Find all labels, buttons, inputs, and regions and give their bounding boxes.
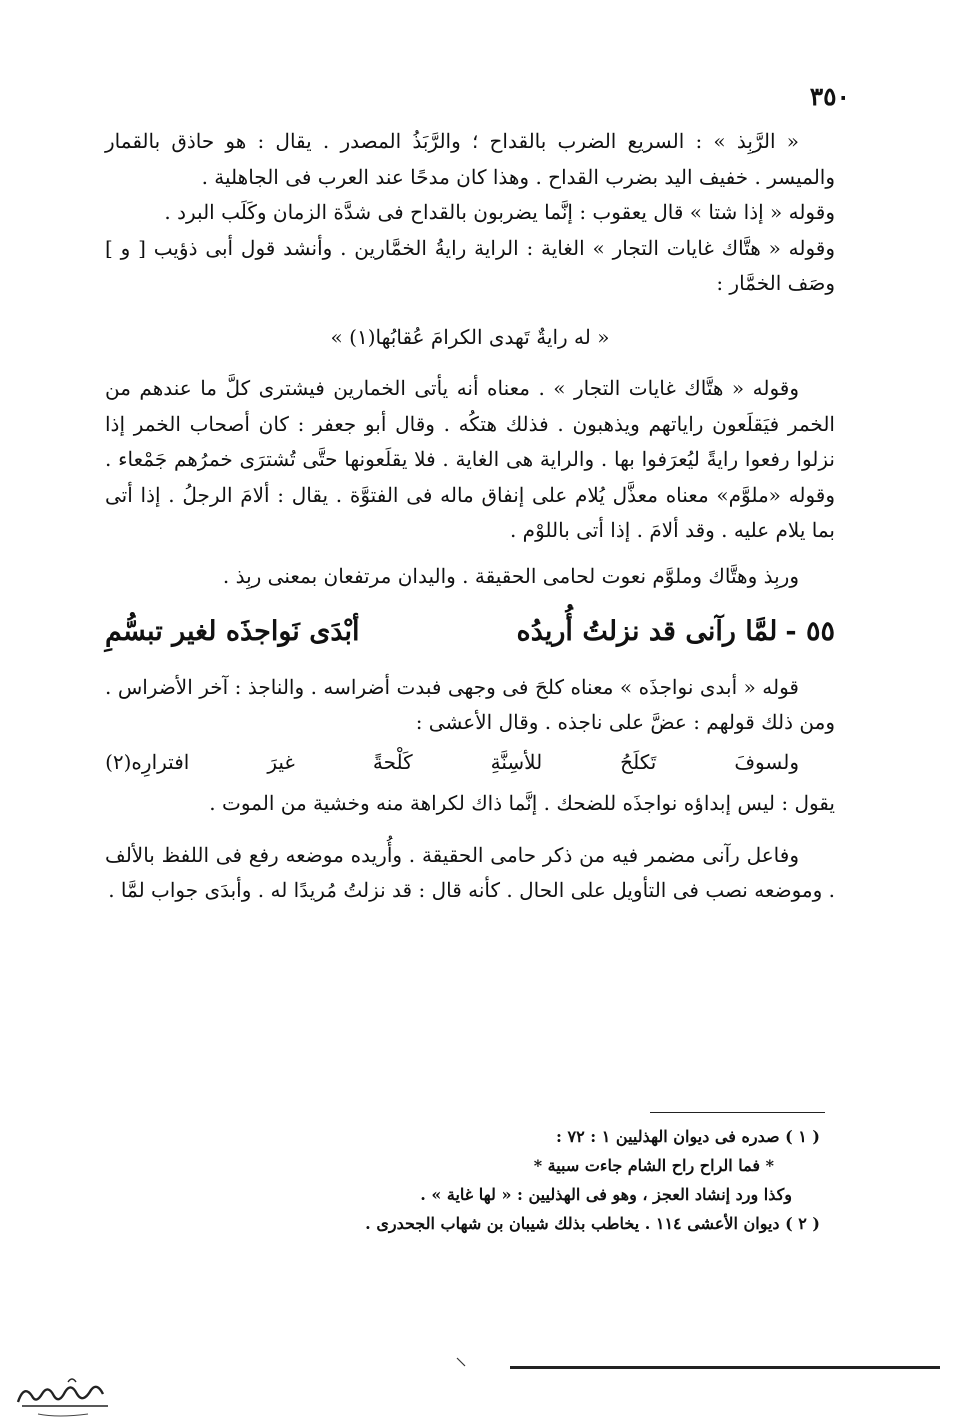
footnotes — [240, 1122, 820, 1238]
footnote-1: ( ١ ) صدره فى ديوان الهذليين ١ : ٧٢ : — [556, 1127, 820, 1146]
paragraph: يقول : ليس إبداؤه نواجذَه للضحك . إنَّما ذاك لكراهة منه وخشية من الموت . — [209, 791, 835, 815]
footnote-1-extra: وكذا ورد إنشاد العجز ، وهو فى الهذليين : « لها غاية » . — [420, 1185, 792, 1204]
asha-word: افترارِه(٢) — [105, 749, 190, 774]
page-number: ٣٥٠ — [809, 82, 850, 111]
footnote-1-verse: * فما الراح راح الشام جاءت سبية * — [533, 1156, 774, 1175]
asha-word: تَكلَحُ — [620, 749, 657, 774]
paragraph: وقوله « هتَّاك غايات التجار » الغاية : الراية رايةُ الخمَّارين . وأنشد قول أبى ذؤيب [ و ] وصَف الخمَّار : — [105, 235, 835, 295]
main-text — [105, 124, 835, 909]
asha-word: ولسوفَ — [734, 749, 799, 774]
verse-55 — [105, 614, 835, 650]
asha-word: غيرَ — [267, 749, 295, 774]
paragraph: قوله « أبدى نواجذَه » معناه كلحَ فى وجهى فبدت أضراسه . والناجذ : آخر الأضراس . ومن ذلك قولهم : عضَّ على ناجذه . وقال الأعشى : — [105, 674, 835, 734]
paragraph: « الرَّبِذ » : السريع الضرب بالقداح ؛ والرَّبَذُ المصدر . يقال : هو حاذق بالقمار والميسر . خفيف اليد بضرب القداح . وهذا كان مدحًا عند العرب فى الجاهلية . — [105, 129, 835, 189]
paragraph: وربِذ وهتَّاك وملوَّم نعوت لحامى الحقيقة . واليدان مرتفعان بمعنى ربِذ . — [222, 563, 799, 588]
library-stamp-logo — [8, 1372, 123, 1420]
verse-first-text: لمَّا رآنى قد نزلتُ أُريدُه — [516, 616, 778, 647]
quoted-hemistich: « له رايةٌ تَهدى الكرامَ عُقابُها(١) » — [330, 324, 610, 349]
verse-number: ٥٥ - — [785, 616, 835, 647]
scan-mark — [455, 1356, 467, 1368]
asha-word: كَلْحةً — [372, 749, 413, 774]
paragraph: وقوله « هتَّاك غايات التجار » . معناه أنه يأتى الخمارين فيشترى كلَّ ما عندهم من الخمر فيَقلَعون راياتهم ويذهبون . فذلك هتكُه . وقال أبو جعفر : كان أصحاب الخمر إذا نزلوا رفعوا رايةً ليُعرَفوا بها . والراية هى الغاية . فلا يقلَعونها حتَّى تُشترَى خمرُهم جَمْعاء . وقوله «ملوَّم» معناه معذَّل يُلام على إنفاق ماله فى الفتوَّة . يقال : ألامَ الرجلُ . إذا أتى بما يلام عليه . وقد ألامَ . إذا أتى باللوْم . — [105, 376, 835, 542]
footnote-divider — [650, 1112, 825, 1113]
asha-word: للأسِنَّةِ — [490, 749, 543, 774]
verse-second-half: أبْدَى نَواجذَه لغير تبسُّمِ — [105, 616, 360, 647]
paragraph: وقوله « إذا شتا » قال يعقوب : إنَّما يضربون بالقداح فى شدَّة الزمان وكَلَب البرد . — [164, 200, 835, 224]
paragraph: وفاعل رآنى مضمر فيه من ذكر حامى الحقيقة . وأُريده موضعه رفع فى اللفظ بالألف . وموضعه نصب فى التأويل على الحال . كأنه قال : قد نزلتُ مُريدًا له . وأبدَى جواب لمَّا . — [105, 842, 835, 902]
asha-verse — [105, 745, 835, 781]
verse-first-half — [517, 614, 835, 650]
scan-edge-line — [510, 1366, 940, 1369]
footnote-2: ( ٢ ) ديوان الأعشى ١١٤ . يخاطب بذلك شيبان بن شهاب الجحدرى . — [365, 1214, 820, 1233]
